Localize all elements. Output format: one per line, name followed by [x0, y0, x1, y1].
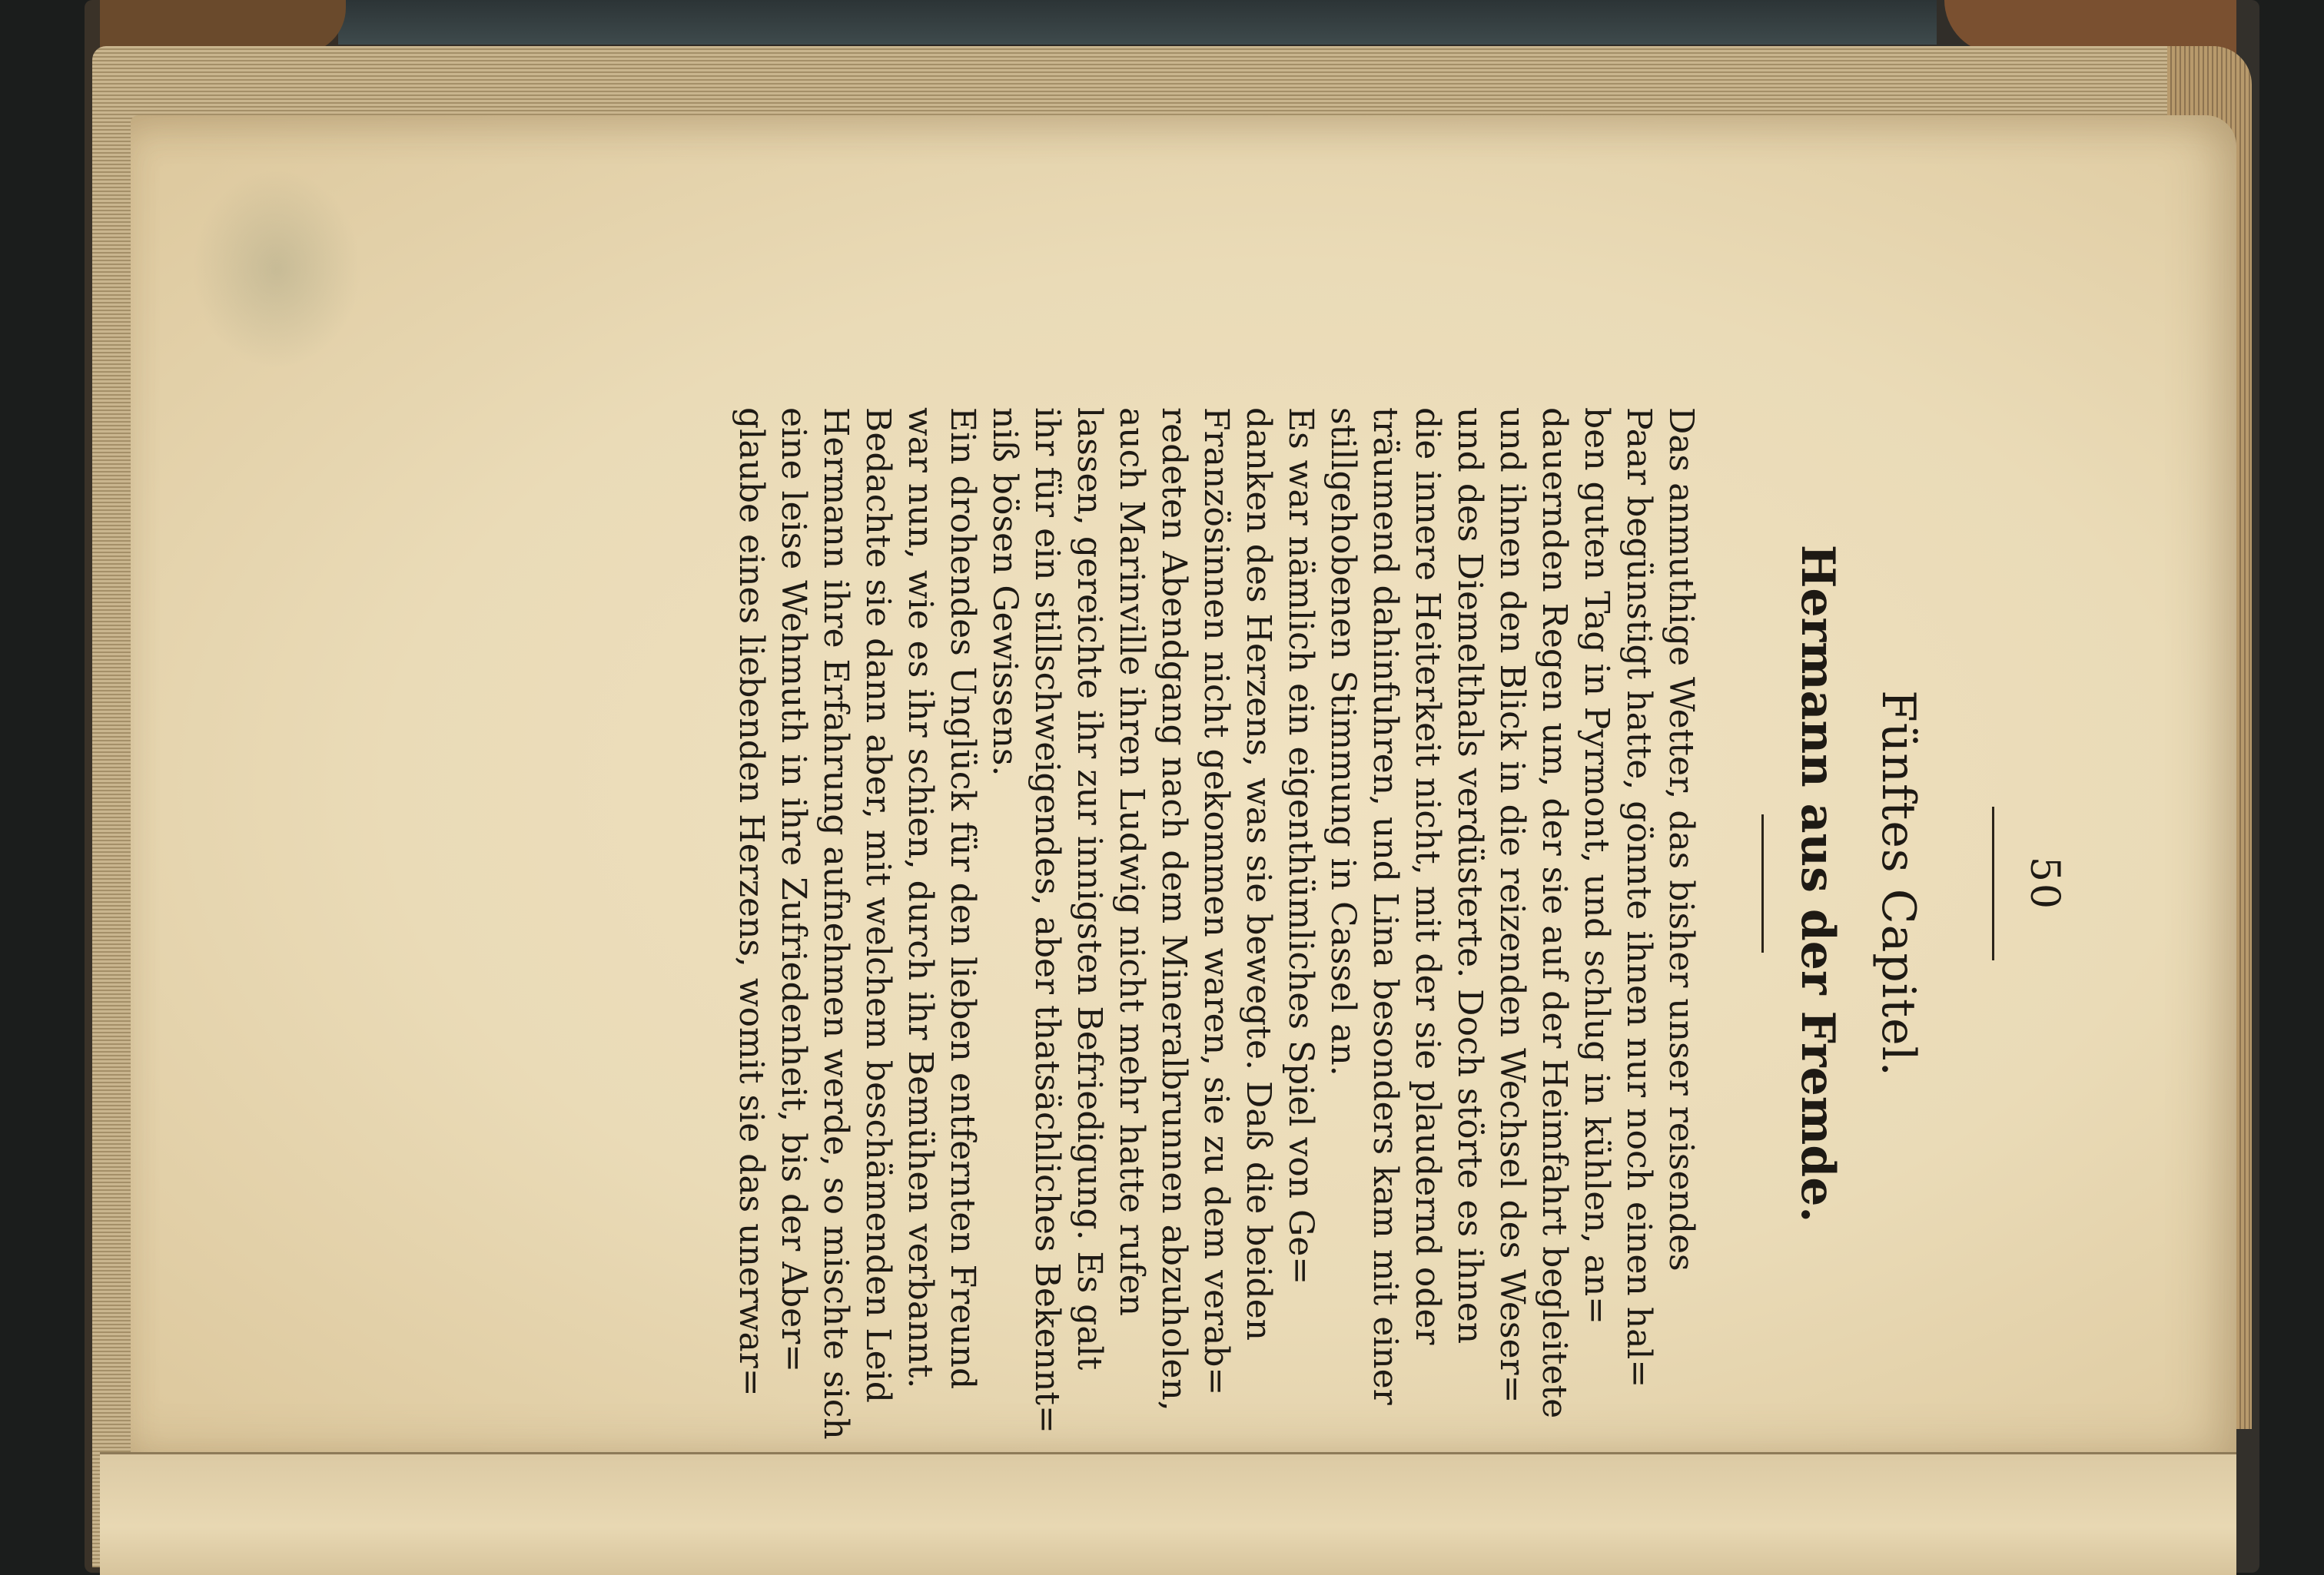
foxing-stain [192, 169, 361, 369]
text-line: lassen, gereichte ihr zur innigsten Befriedigung. Es galt [1070, 407, 1109, 1371]
text-line: auch Marinville ihren Ludwig nicht mehr hatte rufen [1112, 407, 1151, 1316]
paragraph [1322, 361, 1702, 1419]
text-line: und ihnen den Blick in die reizenden Wechsel des Weser= [1492, 407, 1532, 1404]
text-line: die innere Heiterkeit nicht, mit der sie plaudernd oder [1408, 407, 1447, 1345]
text-line: Französinnen nicht gekommen waren, sie zu dem verab= [1197, 407, 1236, 1396]
text-line: Hermann ihre Erfahrung aufnehmen werde, so mischte sich [816, 407, 855, 1440]
cover-spine-edge [338, 0, 1937, 45]
text-line: stillgehobenen Stimmung in Cassel an. [1323, 407, 1363, 1076]
body-text [730, 361, 1702, 1440]
title-rule [1761, 814, 1764, 953]
text-line: niß bösen Gewissens. [985, 407, 1024, 777]
text-line: träumend dahinfuhren, und Lina besonders kam mit einer [1366, 407, 1405, 1405]
text-line: Es war nämlich ein eigenthümliches Spiel von Ge= [1281, 407, 1320, 1285]
text-line: eine leise Wehmuth in ihre Zufriedenheit, bis der Aber= [774, 407, 813, 1373]
text-line: redeten Abendgang nach dem Mineralbrunnen abzuholen, [1154, 407, 1194, 1411]
chapter-subtitle: Hermann aus der Fremde. [1791, 544, 1844, 1223]
text-line: Das anmuthige Wetter, das bisher unser reisendes [1662, 407, 1701, 1272]
text-line: danken des Herzens, was sie bewegte. Daß die beiden [1239, 407, 1278, 1341]
header-rule [1992, 807, 1994, 960]
paragraph [730, 361, 984, 1440]
text-line: glaube eines liebenden Herzens, womit sie das unerwar= [732, 407, 771, 1397]
text-line: dauernden Regen um, der sie auf der Heimfahrt begleitete [1535, 407, 1574, 1419]
facing-page-strip [100, 1452, 2236, 1575]
text-line: Bedachte sie dann aber, mit welchem beschämenden Leid [858, 407, 898, 1403]
text-line: war nun, wie es ihr schien, durch ihr Bemühen verbannt. [901, 407, 940, 1389]
text-line: ihr für ein stillschweigendes, aber thatsächliches Bekennt= [1028, 407, 1067, 1434]
text-line: ben guten Tag in Pyrmont, und schlug in kühlen, an= [1577, 407, 1616, 1325]
text-line: und des Diemelthals verdüsterte. Doch störte es ihnen [1450, 407, 1489, 1345]
text-line: Paar begünstigt hatte, gönnte ihnen nur noch einen hal= [1619, 407, 1658, 1388]
page-content [69, 361, 2067, 1440]
paragraph [984, 361, 1322, 1434]
page-number: 50 [2021, 856, 2067, 911]
chapter-title: Fünftes Capitel. [1871, 690, 1925, 1077]
text-line: Ein drohendes Unglück für den lieben entfernten Freund [943, 407, 982, 1390]
